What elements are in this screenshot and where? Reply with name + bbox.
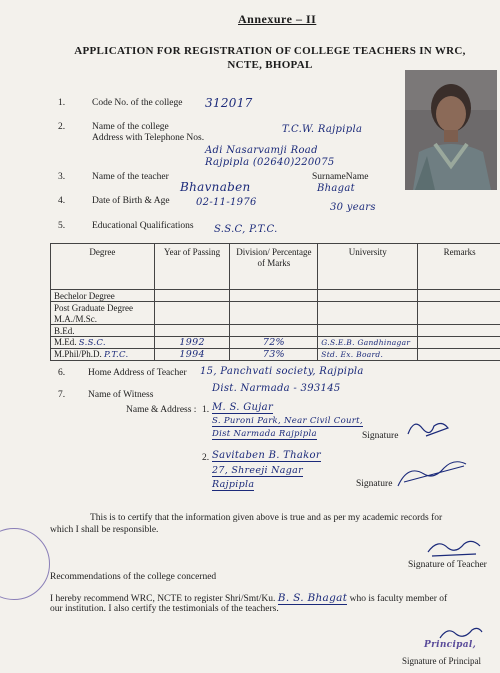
- teacher-signature-label: Signature of Teacher: [408, 560, 487, 570]
- year-cell: [154, 302, 230, 314]
- item-number-7: 7.: [58, 390, 66, 400]
- dob-label: Date of Birth & Age: [92, 196, 170, 206]
- principal-stamp: Principal,: [424, 640, 477, 650]
- college-name-value: T.C.W. Rajpipla: [282, 124, 363, 135]
- college-code-label: Code No. of the college: [92, 98, 183, 108]
- college-seal: [0, 528, 50, 600]
- qualifications-table: [50, 243, 500, 361]
- year-cell: [154, 325, 230, 337]
- college-address-label: Address with Telephone Nos.: [92, 133, 205, 143]
- degree-label: M.Phil/Ph.D.: [54, 349, 102, 359]
- item-number-2: 2.: [58, 122, 66, 132]
- university-cell: [318, 290, 418, 302]
- college-code-value: 312017: [205, 96, 253, 110]
- item-number-4: 4.: [58, 196, 66, 206]
- university-cell: [318, 302, 418, 314]
- witness-2-address-1: 27, Shreeji Nagar: [212, 465, 303, 476]
- recommend-line-1-end: who is faculty member of: [349, 594, 448, 604]
- witness-1-address-1: S. Puroni Park, Near Civil Court,: [212, 416, 363, 426]
- document-heading: [40, 44, 500, 72]
- recommend-line-1-start: I hereby recommend WRC, NCTE to register Shri/Smt/Ku.: [50, 594, 276, 604]
- witness-label: Name of Witness: [88, 390, 154, 400]
- name-address-label: Name & Address :: [126, 405, 197, 415]
- item-number-3: 3.: [58, 172, 66, 182]
- remarks-cell: [418, 302, 500, 314]
- college-address-line1: Adi Nasarvamji Road: [205, 145, 318, 156]
- remarks-cell: [418, 313, 500, 325]
- col-division: Division/ Percentage of Marks: [230, 244, 318, 290]
- surname-label: SurnameName: [312, 172, 369, 182]
- remarks-cell: [418, 290, 500, 302]
- degree-label: M.Ed.: [54, 337, 77, 347]
- division-cell: [230, 302, 318, 314]
- certify-line-2: which I shall be responsible.: [50, 525, 159, 535]
- degree-cell: Post Graduate Degree: [51, 302, 155, 314]
- witness-1-signature: [404, 416, 454, 440]
- degree-cell: Bechelor Degree: [51, 290, 155, 302]
- edu-label: Educational Qualifications: [92, 221, 194, 231]
- year-cell: [154, 313, 230, 325]
- col-university: University: [318, 244, 418, 290]
- item-number-5: 5.: [58, 221, 66, 231]
- heading-line-2: NCTE, BHOPAL: [227, 59, 313, 71]
- table-row: [51, 349, 500, 361]
- witness-1-signature-label: Signature: [362, 431, 399, 441]
- teacher-photo: [405, 70, 497, 190]
- col-remarks: Remarks: [418, 244, 500, 290]
- home-address-line1: 15, Panchvati society, Rajpipla: [200, 366, 364, 377]
- division-cell: 73%: [230, 349, 318, 361]
- principal-signature-label: Signature of Principal: [402, 656, 481, 666]
- witness-2-address-2: Rajpipla: [212, 479, 255, 490]
- college-name-label: Name of the college: [92, 122, 169, 132]
- witness-2-signature: [394, 452, 474, 492]
- witness-2-number: 2.: [202, 453, 210, 463]
- item-number-6: 6.: [58, 368, 66, 378]
- degree-cell: B.Ed.: [51, 325, 155, 337]
- col-degree: Degree: [51, 244, 155, 290]
- surname-value: Bhagat: [317, 183, 355, 194]
- witness-1-name: M. S. Gujar: [212, 402, 274, 413]
- university-cell: [318, 313, 418, 325]
- year-cell: 1992: [154, 337, 230, 349]
- division-cell: [230, 290, 318, 302]
- recommend-line-2: our institution. I also certify the testimonials of the teachers.: [50, 604, 279, 614]
- degree-handwritten: S.S.C.: [78, 338, 106, 348]
- remarks-cell: [418, 325, 500, 337]
- teacher-name-label: Name of the teacher: [92, 172, 169, 182]
- certify-line-1: This is to certify that the information given above is true and as per my academic records for: [90, 513, 443, 523]
- witness-2-name: Savitaben B. Thakor: [212, 450, 321, 461]
- teacher-signature: [424, 536, 484, 560]
- division-cell: [230, 313, 318, 325]
- home-address-label: Home Address of Teacher: [88, 368, 187, 378]
- university-cell: Std. Ex. Board.: [318, 349, 418, 361]
- witness-2-signature-label: Signature: [356, 479, 393, 489]
- degree-handwritten: P.T.C.: [104, 350, 129, 360]
- degree-cell: [51, 349, 155, 361]
- table-row: [51, 325, 500, 337]
- table-header-row: [51, 244, 500, 290]
- degree-cell: [51, 337, 155, 349]
- table-row: [51, 290, 500, 302]
- table-row: [51, 337, 500, 349]
- university-cell: [318, 325, 418, 337]
- witness-1-address-2: Dist Narmada Rajpipla: [212, 429, 317, 439]
- table-row: [51, 302, 500, 314]
- table-row: [51, 313, 500, 325]
- item-number-1: 1.: [58, 98, 66, 108]
- remarks-cell: [418, 337, 500, 349]
- university-cell: G.S.E.B. Gandhinagar: [318, 337, 418, 349]
- recommend-line-1: [50, 592, 447, 604]
- division-cell: 72%: [230, 337, 318, 349]
- annexure-title: Annexure – II: [238, 12, 317, 26]
- year-cell: [154, 290, 230, 302]
- year-cell: 1994: [154, 349, 230, 361]
- edu-value: S.S.C, P.T.C.: [214, 224, 278, 235]
- college-address-line2: Rajpipla (02640)220075: [205, 157, 335, 168]
- teacher-name-value: Bhavnaben: [180, 180, 251, 194]
- remarks-cell: [418, 349, 500, 361]
- heading-line-1: APPLICATION FOR REGISTRATION OF COLLEGE TEACHERS IN WRC,: [74, 45, 466, 57]
- col-year: Year of Passing: [154, 244, 230, 290]
- recommendations-heading: Recommendations of the college concerned: [50, 572, 217, 582]
- degree-cell: M.A./M.Sc.: [51, 313, 155, 325]
- witness-1-number: 1.: [202, 405, 210, 415]
- division-cell: [230, 325, 318, 337]
- age-value: 30 years: [330, 202, 376, 213]
- home-address-line2: Dist. Narmada - 393145: [212, 383, 341, 394]
- dob-value: 02-11-1976: [196, 197, 257, 208]
- recommended-name: B. S. Bhagat: [277, 592, 348, 604]
